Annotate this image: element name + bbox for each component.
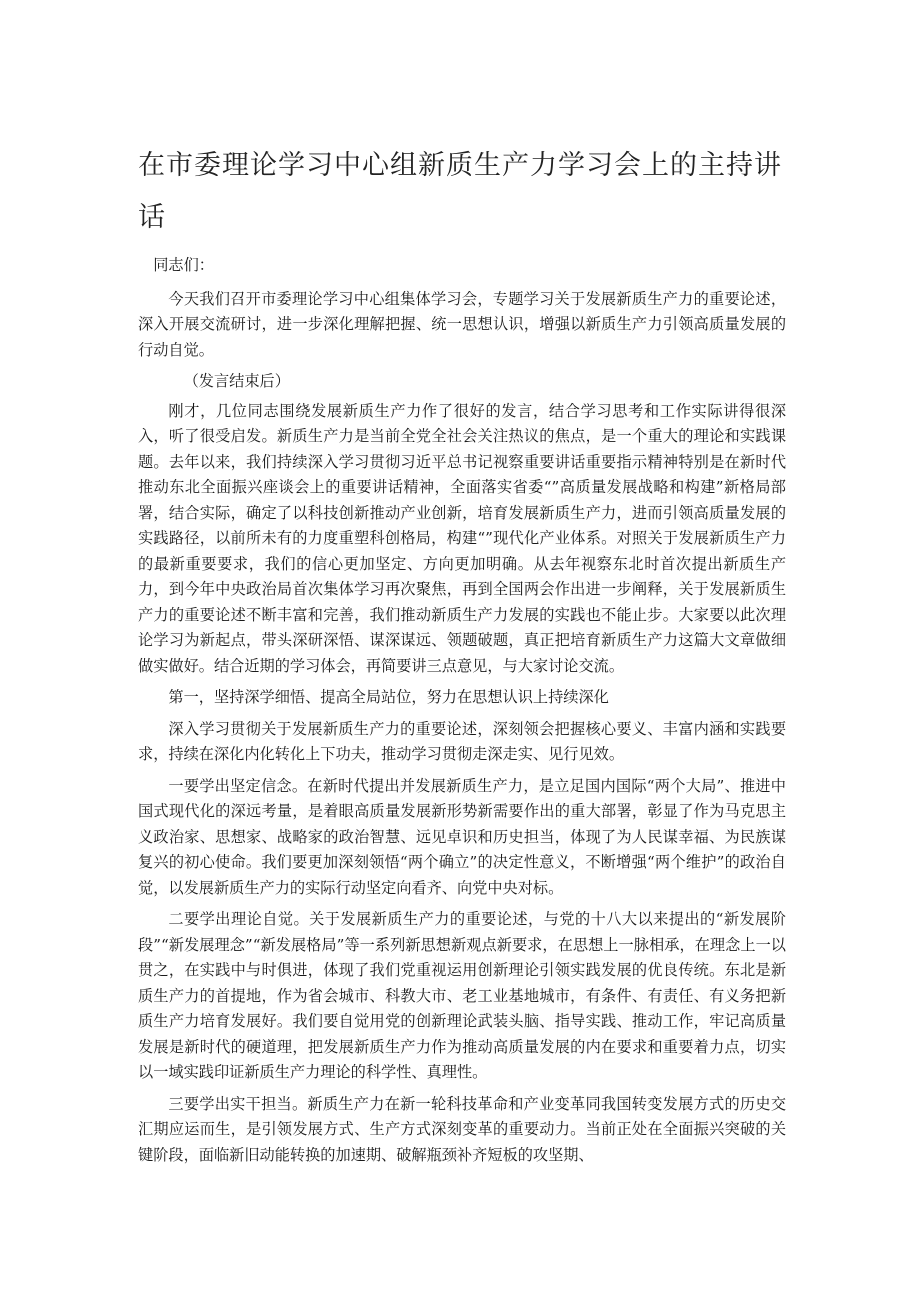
salutation: 同志们：	[153, 256, 214, 274]
section-heading-first: 第一，坚持深学细悟、提高全局站位，努力在思想认识上持续深化	[168, 688, 609, 706]
document-title: 在市委理论学习中心组新质生产力学习会上的主持讲话	[138, 150, 782, 233]
paragraph-point-two: 二要学出理论自觉。关于发展新质生产力的重要论述，与党的十八大以来提出的“新发展阶段”“新发展理念”“新发展格局”等一系列新思想新观点新要求，在思想上一脉相承，在理念上一以贯之，在实践中与时俱进，体现了我们党重视运用创新理论引领实践发展的优良传统。东北是新质生产力的首提地，作为省会城市、科教大市、老工业基地城市，有条件、有责任、有义务把新质生产力培育发展好。我们要自觉用党的创新理论武装头脑、指导实践、推动工作，牢记高质量发展是新时代的硬道理，把发展新质生产力作为推动高质量发展的内在要求和重要着力点，切实以一域实践印证新质生产力理论的科学性、真理性。	[138, 910, 786, 1081]
paragraph-opening: 今天我们召开市委理论学习中心组集体学习会，专题学习关于发展新质生产力的重要论述，深入开展交流研讨，进一步深化理解把握、统一思想认识，增强以新质生产力引领高质量发展的行动自觉。	[138, 289, 786, 359]
paragraph-section-intro: 深入学习贯彻关于发展新质生产力的重要论述，深刻领会把握核心要义、丰富内涵和实践要求，持续在深化内化转化上下功夫，推动学习贯彻走深走实、见行见效。	[138, 719, 786, 763]
paragraph-summary: 刚才，几位同志围绕发展新质生产力作了很好的发言，结合学习思考和工作实际讲得很深入，听了很受启发。新质生产力是当前全党全社会关注热议的焦点，是一个重大的理论和实践课题。去年以来，我们持续深入学习贯彻习近平总书记视察重要讲话重要指示精神特别是在新时代推动东北全面振兴座谈会上的重要讲话精神，全面落实省委“”高质量发展战略和构建”新格局部署，结合实际，确定了以科技创新推动产业创新，培育发展新质生产力，进而引领高质量发展的实践路径，以前所未有的力度重塑科创格局，构建“”现代化产业体系。对照关于发展新质生产力的最新重要要求，我们的信心更加坚定、方向更加明确。从去年视察东北时首次提出新质生产力，到今年中央政治局首次集体学习再次聚焦，再到全国两会作出进一步阐释，关于发展新质生产力的重要论述不断丰富和完善，我们推动新质生产力发展的实践也不能止步。大家要以此次理论学习为新起点，带头深研深悟、谋深谋远、领题破题，真正把培育新质生产力这篇大文章做细做实做好。结合近期的学习体会，再简要讲三点意见，与大家讨论交流。	[138, 401, 786, 675]
document-body	[138, 253, 786, 1174]
paragraph-point-one: 一要学出坚定信念。在新时代提出并发展新质生产力，是立足国内国际“两个大局”、推进中国式现代化的深远考量，是着眼高质量发展新形势新需要作出的重大部署，彰显了作为马克思主义政治家、思想家、战略家的政治智慧、远见卓识和历史担当，体现了为人民谋幸福、为民族谋复兴的初心使命。我们要更加深刻领悟“两个确立”的决定性意义，不断增强“两个维护”的政治自觉，以发展新质生产力的实际行动坚定向看齐、向党中央对标。	[138, 776, 786, 897]
stage-note: （发言结束后）	[183, 372, 290, 390]
paragraph-point-three: 三要学出实干担当。新质生产力在新一轮科技革命和产业变革同我国转变发展方式的历史交汇期应运而生，是引领发展方式、生产方式深刻变革的重要动力。当前正处在全面振兴突破的关键阶段，面临新旧动能转换的加速期、破解瓶颈补齐短板的攻坚期、	[138, 1094, 786, 1164]
